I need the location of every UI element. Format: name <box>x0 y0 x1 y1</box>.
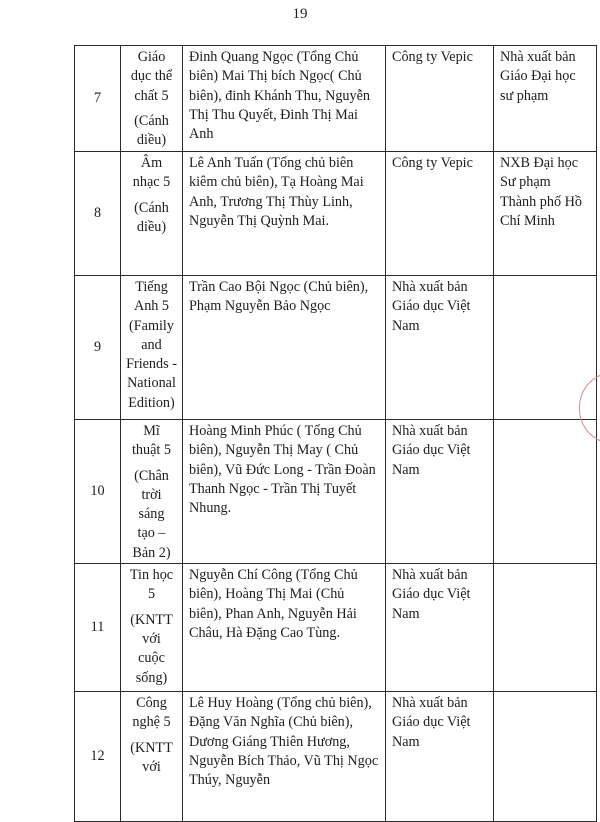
publisher-extra <box>494 420 597 564</box>
book-title-line: (Cánh <box>134 199 169 216</box>
page-number: 19 <box>292 6 308 22</box>
book-title-line: trời <box>141 486 162 503</box>
book-title-line: (KNTT <box>130 739 173 756</box>
publisher-extra: Nhà xuất bản Giáo Đại học sư phạm <box>494 46 597 152</box>
book-title-line: sáng <box>138 506 165 523</box>
publisher: Nhà xuất bản Giáo dục Việt Nam <box>386 692 494 822</box>
authors: Lê Anh Tuấn (Tổng chủ biên kiêm chủ biên), Tạ Hoàng Mai Anh, Trương Thị Thùy Linh, Nguyễn Thị Quỳnh Mai. <box>183 152 386 276</box>
publisher: Công ty Vepic <box>386 46 494 152</box>
row-number: 12 <box>75 692 121 822</box>
book-title-line: Công <box>136 695 167 712</box>
table-row <box>75 276 597 420</box>
table-row <box>75 46 597 152</box>
publisher: Nhà xuất bản Giáo dục Việt Nam <box>386 276 494 420</box>
book-title-line: nhạc 5 <box>132 174 171 191</box>
book-title-line: Bản 2) <box>132 544 171 561</box>
table-row <box>75 692 597 822</box>
authors: Nguyễn Chí Công (Tổng Chủ biên), Hoàng Thị Mai (Chủ biên), Phan Anh, Nguyễn Hải Châu, Hà Đặng Cao Tùng. <box>183 564 386 692</box>
publisher: Công ty Vepic <box>386 152 494 276</box>
book-title-line: nghệ 5 <box>132 714 171 731</box>
book-title-line: diều) <box>136 132 167 149</box>
authors: Trần Cao Bội Ngọc (Chủ biên), Phạm Nguyễn Bảo Ngọc <box>183 276 386 420</box>
book-title-line: (Chân <box>134 467 169 484</box>
publisher-extra <box>494 692 597 822</box>
book-title-line: Friends - <box>126 356 177 373</box>
book-title-line: với <box>142 630 161 647</box>
publisher-extra: NXB Đại học Sư phạm Thành phố Hồ Chí Minh <box>494 152 597 276</box>
book-title-line: Edition) <box>128 394 175 411</box>
book-title-line: Tiếng <box>135 279 168 295</box>
row-number: 11 <box>75 564 121 692</box>
book-title-line: Mĩ <box>143 423 160 439</box>
book-title-line: Âm <box>140 155 163 171</box>
row-number: 8 <box>75 152 121 276</box>
row-number: 9 <box>75 276 121 420</box>
book-title-line: với <box>142 758 161 775</box>
book-title-line: Giáo <box>137 49 166 65</box>
book-title-line: chất 5 <box>134 87 169 104</box>
textbook-table <box>74 45 597 822</box>
book-title-line: 5 <box>147 586 156 603</box>
book-title-line: Tin học <box>129 567 174 584</box>
book-title-line: thuật 5 <box>131 442 171 459</box>
book-title-line: sống) <box>135 669 168 686</box>
book-title-line: and <box>141 336 162 353</box>
book-title-line: dục thể <box>130 68 173 85</box>
publisher: Nhà xuất bản Giáo dục Việt Nam <box>386 564 494 692</box>
publisher-extra <box>494 564 597 692</box>
publisher: Nhà xuất bản Giáo dục Việt Nam <box>386 420 494 564</box>
book-title-line: (KNTT <box>130 611 173 628</box>
book-title <box>121 46 183 152</box>
table-row <box>75 420 597 564</box>
book-title-line: tạo – <box>137 525 166 542</box>
book-title <box>121 152 183 276</box>
table-row <box>75 152 597 276</box>
book-title-line: cuộc <box>138 650 165 667</box>
row-number: 10 <box>75 420 121 564</box>
authors: Đinh Quang Ngọc (Tổng Chủ biên) Mai Thị bích Ngọc( Chủ biên), đinh Khánh Thu, Nguyễn Thị Thu Quyết, Đinh Thị Mai Anh <box>183 46 386 152</box>
book-title-line: National <box>127 375 176 392</box>
book-title-line: diều) <box>136 218 167 235</box>
table-body <box>75 46 597 822</box>
book-title <box>121 276 183 420</box>
book-title <box>121 564 183 692</box>
book-title <box>121 692 183 822</box>
row-number: 7 <box>75 46 121 152</box>
book-title-line: (Cánh <box>134 112 169 129</box>
authors: Hoàng Minh Phúc ( Tổng Chủ biên), Nguyễn Thị May ( Chủ biên), Vũ Đức Long - Trần Đoàn Thanh Ngọc - Trần Thị Tuyết Nhung. <box>183 420 386 564</box>
authors: Lê Huy Hoàng (Tổng chủ biên), Đặng Văn Nghĩa (Chủ biên), Dương Giáng Thiên Hương, Nguyễn Bích Thảo, Vũ Thị Ngọc Thúy, Nguyễn <box>183 692 386 822</box>
book-title <box>121 420 183 564</box>
table-row <box>75 564 597 692</box>
book-title-line: Anh 5 <box>133 298 170 315</box>
book-title-line: (Family <box>129 317 174 334</box>
